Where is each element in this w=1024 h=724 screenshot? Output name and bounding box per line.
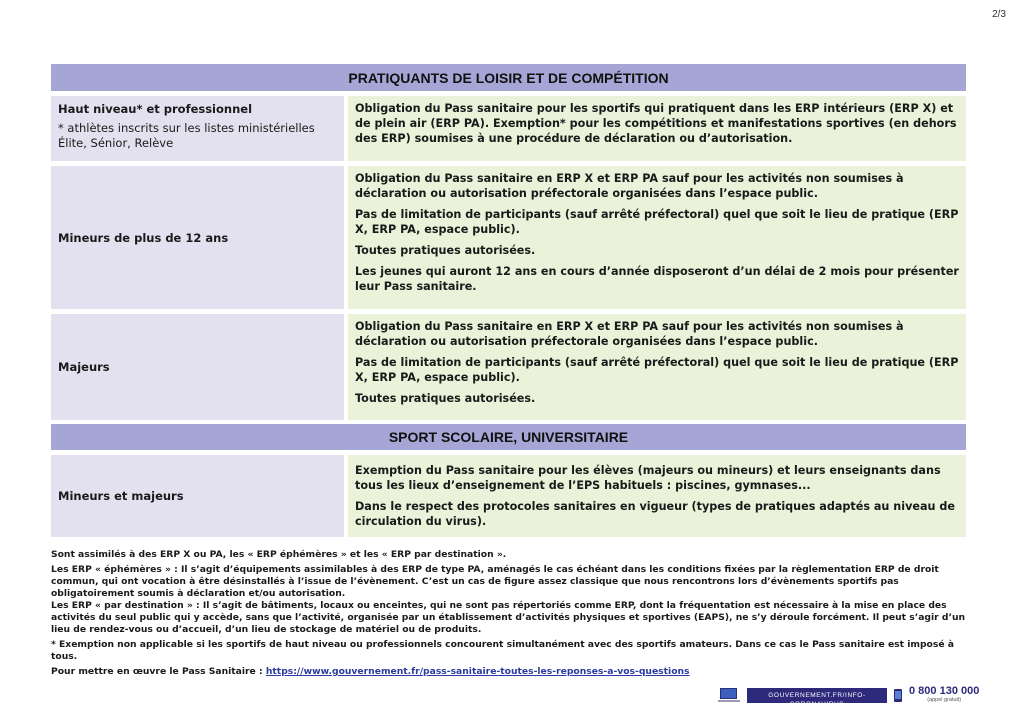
row-label: Mineurs et majeurs: [58, 489, 184, 503]
phone-number[interactable]: 0 800 130 000: [909, 685, 980, 697]
note-ephemeral: Les ERP « éphémères » : Il s’agit d’équipements assimilables à des ERP de type PA, aménagés le cas échéant dans les conditions fixées par la règlementation ERP de droit commun, qui ont vocation à être désinstallés à l’issue de l’évènement. C’est un cas de figure assez classique que nous rencontrons lors d’évènements sportifs pas obligatoirement soumis à déclaration et/ou autorisation.: [51, 564, 939, 599]
note-assimilated: Sont assimilés à des ERP X ou PA, les « ERP éphémères » et les « ERP par destination ».: [51, 549, 507, 560]
pass-sanitaire-link[interactable]: https://www.gouvernement.fr/pass-sanitaire-toutes-les-reponses-a-vos-questions: [265, 666, 690, 677]
row-content-cell: [348, 96, 966, 161]
row-paragraph: Obligation du Pass sanitaire en ERP X et ERP PA sauf pour les activités non soumises à déclaration ou autorisation préfectorale organisées dans l’espace public.: [355, 320, 904, 348]
row-paragraph: Les jeunes qui auront 12 ans en cours d’année disposeront d’un délai de 2 mois pour présenter leur Pass sanitaire.: [355, 265, 959, 293]
row-paragraph: Obligation du Pass sanitaire en ERP X et ERP PA sauf pour les activités non soumises à déclaration ou autorisation préfectorale organisées dans l’espace public.: [355, 172, 904, 200]
section-header-loisir-competition: PRATIQUANTS DE LOISIR ET DE COMPÉTITION: [51, 64, 966, 91]
row-paragraph: Dans le respect des protocoles sanitaires en vigueur (types de pratiques adaptés au niveau de circulation du virus).: [355, 500, 955, 528]
gouvernement-site-badge[interactable]: GOUVERNEMENT.FR/INFO-CORONAVIRUS: [747, 688, 887, 703]
row-label-cell: [51, 314, 344, 420]
row-label-cell: [51, 96, 344, 161]
row-paragraph: Toutes pratiques autorisées.: [355, 244, 536, 257]
implement-label: Pour mettre en œuvre le Pass Sanitaire :: [51, 666, 266, 677]
row-paragraph: Obligation du Pass sanitaire pour les sportifs qui pratiquent dans les ERP intérieurs (ERP X) et de plein air (ERP PA). Exemption* pour les compétitions et manifestations sportives (en dehors des ERP) soumises à une procédure de déclaration ou d’autorisation.: [355, 102, 957, 145]
table-row-majeurs: [51, 314, 966, 420]
table-row-mineurs-12: [51, 166, 966, 309]
row-content-cell: [348, 166, 966, 309]
row-label: Mineurs de plus de 12 ans: [58, 230, 229, 245]
note-destination: Les ERP « par destination » : Il s’agit de bâtiments, locaux ou enceintes, qui ne sont pas répertoriés comme ERP, dont la fréquentation est nécessaire à la mise en place des activités du seul public qui y accède, sans que l’activité, organisée par un établissement d’activités physiques et sportives (EAPS), ne s’y déroule forcément. Il peut s’agir d’un lieu de rendez-vous ou d’accueil, d’un lieu de stockage de matériel ou de produits.: [51, 600, 966, 635]
phone-note: (appel gratuit): [927, 697, 962, 703]
row-content-cell: [348, 314, 966, 420]
row-paragraph: Pas de limitation de participants (sauf arrêté préfectoral) quel que soit le lieu de pratique (ERP X, ERP PA, espace public).: [355, 208, 959, 236]
phone-icon: [894, 689, 902, 702]
section-header-sport-scolaire: SPORT SCOLAIRE, UNIVERSITAIRE: [51, 424, 966, 450]
table-row-haut-niveau: [51, 96, 966, 161]
row-paragraph: Pas de limitation de participants (sauf arrêté préfectoral) quel que soit le lieu de pratique (ERP X, ERP PA, espace public).: [355, 356, 959, 384]
row-content-cell: [348, 455, 966, 537]
row-label: Haut niveau* et professionnel: [58, 102, 253, 116]
footnotes: [51, 549, 971, 681]
row-label-cell: [51, 455, 344, 537]
row-paragraph: Toutes pratiques autorisées.: [355, 392, 536, 405]
page-number: 2/3: [992, 9, 1006, 20]
note-exemption: * Exemption non applicable si les sportifs de haut niveau ou professionnels concourent simultanément avec des sportifs amateurs. Dans ce cas le Pass sanitaire est imposé à tous.: [51, 639, 954, 662]
row-label: Majeurs: [58, 360, 110, 374]
row-label-cell: [51, 166, 344, 309]
phone-block: [909, 686, 979, 704]
footer-brand: [718, 685, 980, 708]
table-row-mineurs-majeurs: [51, 455, 966, 537]
laptop-icon: [718, 688, 740, 702]
row-paragraph: Exemption du Pass sanitaire pour les élèves (majeurs ou mineurs) et leurs enseignants dans tous les lieux d’enseignement de l’EPS habituels : piscines, gymnases...: [355, 464, 941, 492]
note-implement: [51, 666, 971, 678]
row-sublabel: * athlètes inscrits sur les listes ministérielles Élite, Sénior, Relève: [58, 121, 315, 150]
